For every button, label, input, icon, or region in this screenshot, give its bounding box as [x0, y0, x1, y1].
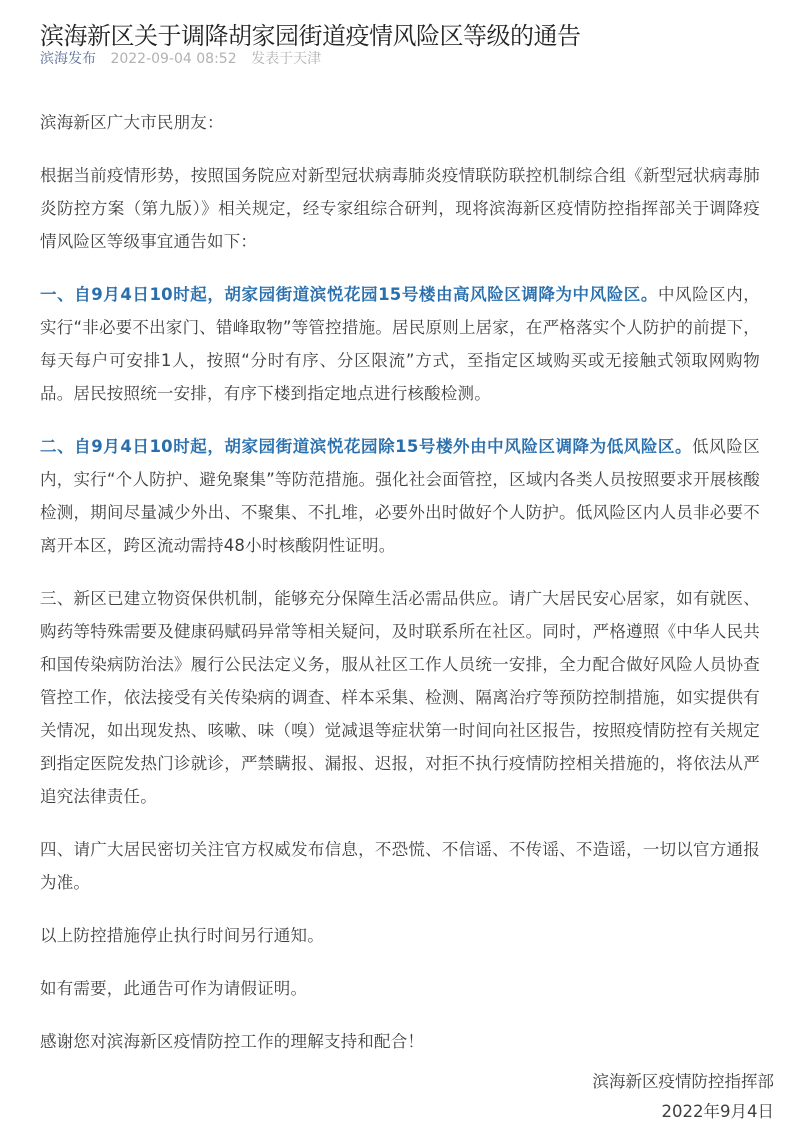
thanks-paragraph: 感谢您对滨海新区疫情防控工作的理解支持和配合！	[40, 1032, 425, 1051]
item-1-highlight: 一、自9月4日10时起，胡家园街道滨悦花园15号楼由高风险区调降为中风险区。	[40, 285, 658, 304]
publish-time: 2022-09-04 08:52	[110, 51, 237, 67]
note-leave-proof: 如有需要，此通告可作为请假证明。	[40, 979, 308, 998]
intro-paragraph: 根据当前疫情形势，按照国务院应对新型冠状病毒肺炎疫情联防联控机制综合组《新型冠状病毒肺炎防控方案（第九版）》相关规定，经专家组综合研判，现将滨海新区疫情防控指挥部关于调降疫情风险区等级事宜通告如下：	[40, 166, 760, 251]
item-2-paragraph	[40, 430, 760, 562]
greeting: 滨海新区广大市民朋友：	[40, 113, 224, 132]
note-stop-time: 以上防控措施停止执行时间另行通知。	[40, 926, 324, 945]
signature-date: 2022年9月4日	[661, 1102, 774, 1121]
article-body	[40, 106, 760, 1058]
article-title: 滨海新区关于调降胡家园街道疫情风险区等级的通告	[40, 22, 581, 51]
source-account-link[interactable]: 滨海发布	[40, 51, 96, 67]
item-1-text: 中风险区内，实行“非必要不出家门、错峰取物”等管控措施。居民原则上居家，在严格落实个人防护的前提下，每天每户可安排1人，按照“分时有序、分区限流”方式，至指定区域购买或无接触式领取网购物品。居民按照统一安排，有序下楼到指定地点进行核酸检测。	[40, 285, 761, 403]
publish-location: 发表于天津	[251, 51, 322, 67]
article-meta	[40, 48, 321, 70]
item-2-text: 低风险区内，实行“个人防护、避免聚集”等防范措施。强化社会面管控，区域内各类人员按照要求开展核酸检测，期间尽量减少外出、不聚集、不扎堆，必要外出时做好个人防护。低风险区内人员非必要不离开本区，跨区流动需持48小时核酸阴性证明。	[40, 437, 760, 555]
item-2-highlight: 二、自9月4日10时起，胡家园街道滨悦花园除15号楼外由中风险区调降为低风险区。	[40, 437, 693, 456]
item-4-paragraph: 四、请广大居民密切关注官方权威发布信息，不恐慌、不信谣、不传谣、不造谣，一切以官方通报为准。	[40, 840, 760, 892]
item-3-paragraph: 三、新区已建立物资保供机制，能够充分保障生活必需品供应。请广大居民安心居家，如有就医、购药等特殊需要及健康码赋码异常等相关疑问，及时联系所在社区。同时，严格遵照《中华人民共和国传染病防治法》履行公民法定义务，服从社区工作人员统一安排，全力配合做好风险人员协查管控工作，依法接受有关传染病的调查、样本采集、检测、隔离治疗等预防控制措施，如实提供有关情况，如出现发热、咳嗽、味（嗅）觉减退等症状第一时间向社区报告，按照疫情防控有关规定到指定医院发热门诊就诊，严禁瞒报、漏报、迟报，对拒不执行疫情防控相关措施的，将依法从严追究法律责任。	[40, 589, 760, 806]
item-1-paragraph	[40, 278, 760, 410]
signature-org: 滨海新区疫情防控指挥部	[592, 1072, 774, 1091]
